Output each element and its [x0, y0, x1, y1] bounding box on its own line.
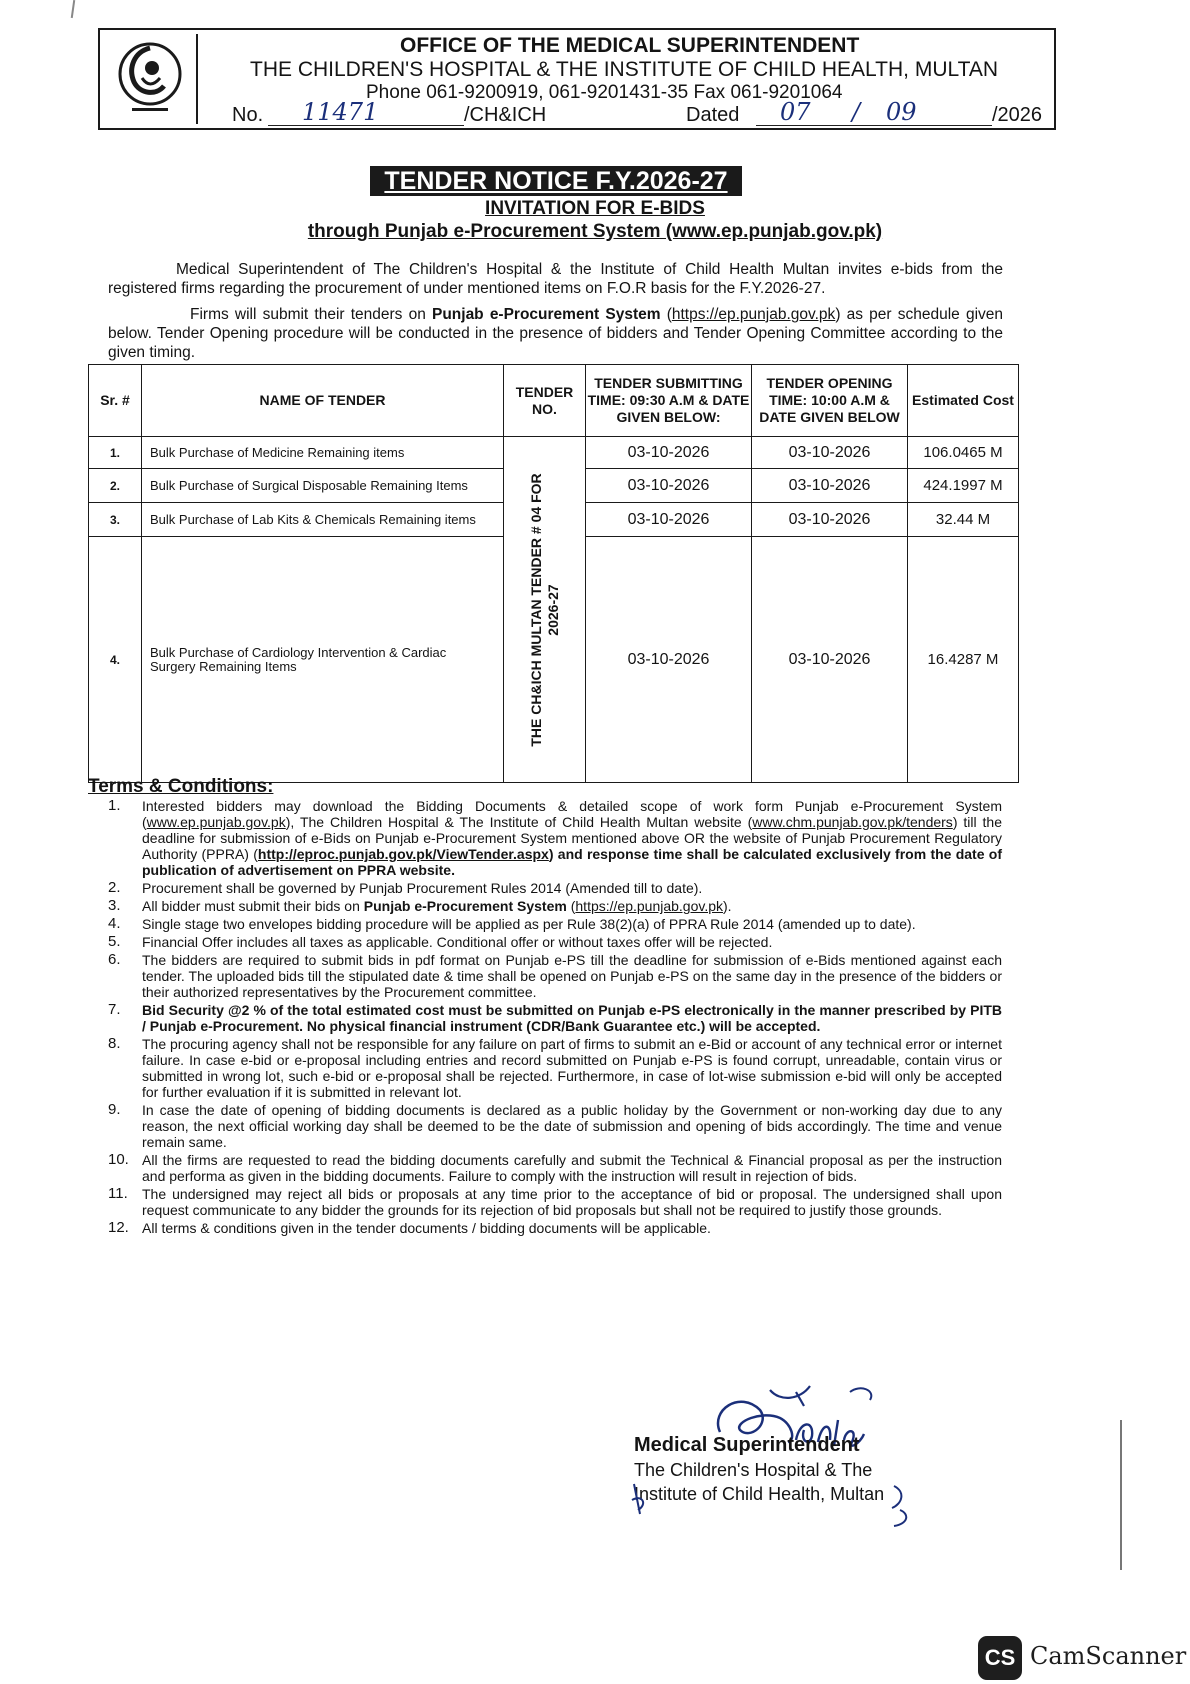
header-submitting-time: TENDER SUBMITTING TIME: 09:30 A.M & DATE GIVEN BELOW: — [586, 365, 752, 437]
term-item — [90, 1036, 1002, 1100]
reference-number: 11471 — [302, 98, 379, 126]
row-name: Bulk Purchase of Medicine Remaining items — [142, 437, 504, 469]
hospital-logo — [104, 34, 198, 124]
term-number: 4. — [108, 915, 121, 932]
header-sr: Sr. # — [89, 365, 142, 437]
header-opening-time: TENDER OPENING TIME: 10:00 A.M & DATE GIVEN BELOW — [752, 365, 908, 437]
letterhead — [98, 28, 1056, 130]
row-sr: 3. — [89, 503, 142, 537]
row-sr: 1. — [89, 437, 142, 469]
initials-scribble — [624, 1474, 924, 1534]
dated-month: 09 — [886, 98, 917, 126]
term1-link-eproc[interactable]: http://eproc.punjab.gov.pk/ViewTender.aspx — [257, 846, 549, 862]
signatory-line-2: Institute of Child Health, Multan — [634, 1484, 885, 1504]
term-number: 7. — [108, 1001, 121, 1018]
header-tender-no: TENDER NO. — [504, 365, 586, 437]
term-item — [90, 1002, 1002, 1034]
term-item — [90, 916, 1002, 932]
row-name: Bulk Purchase of Lab Kits & Chemicals Remaining items — [142, 503, 504, 537]
term-item — [90, 898, 1002, 914]
intro-p2-text-c: ( — [660, 306, 672, 323]
term-number: 11. — [108, 1185, 128, 1202]
term1-text-c: ) till the deadline for submission of e-Bids on Punjab e-Procurement System mentioned above OR the website of Punjab Procurement Regulatory Authority (PPRA) ( — [142, 814, 1002, 862]
term-number: 12. — [108, 1219, 129, 1236]
term-item — [90, 880, 1002, 896]
row-open-date: 03-10-2026 — [752, 469, 908, 503]
intro-p2-text-a: Firms will submit their tenders on — [190, 306, 432, 323]
intro-p2-text-d: ) as per schedule given below. Tender Opening procedure will be conducted in the presence of bidders and Tender Opening Committee according to the given timing. — [108, 306, 1004, 361]
intro-paragraph-2 — [108, 305, 1003, 362]
signatory-title: Medical Superintendent — [634, 1434, 860, 1456]
term-number: 1. — [108, 797, 121, 814]
term3-system-name: Punjab e-Procurement System — [363, 898, 567, 914]
row-sr: 2. — [89, 469, 142, 503]
term-number: 9. — [108, 1101, 121, 1118]
term-number: 5. — [108, 933, 121, 950]
signatory-line-1: The Children's Hospital & The — [634, 1460, 873, 1480]
header-name: NAME OF TENDER — [142, 365, 504, 437]
row-name: Bulk Purchase of Surgical Disposable Remaining Items — [142, 469, 504, 503]
dated-separator: / — [852, 98, 861, 126]
term-text: All terms & conditions given in the tender documents / bidding documents will be applicable. — [142, 1220, 711, 1236]
term-text: In case the date of opening of bidding documents is declared as a public holiday by the Government or non-working day due to any reason, the next official working day shall be deemed to be the date of submission and opening of bids accordingly. The time and venue remain same. — [142, 1102, 1002, 1150]
row-sr: 4. — [89, 537, 142, 783]
term-text: All the firms are requested to read the bidding documents carefully and submit the Technical & Financial proposal as per the instruction and performa as given in the bidding documents. Failure to comply with the instruction will result in rejection of bids. — [142, 1152, 1002, 1184]
term3-text-d: ). — [723, 898, 732, 914]
row-cost: 424.1997 M — [908, 469, 1019, 503]
table-row — [89, 437, 1019, 469]
terms-list — [90, 798, 1002, 1238]
row-submit-date: 03-10-2026 — [586, 503, 752, 537]
phone-fax-line: Phone 061-9200919, 061-9201431-35 Fax 061-9201064 — [366, 82, 843, 103]
scan-edge-mark — [1120, 1420, 1122, 1570]
term1-link-ep[interactable]: www.ep.punjab.gov.pk — [146, 814, 286, 830]
term-number: 3. — [108, 897, 121, 914]
invitation-subtitle: INVITATION FOR E-BIDS — [485, 198, 705, 219]
reference-line — [232, 98, 1052, 130]
row-name: Bulk Purchase of Cardiology Intervention & Cardiac Surgery Remaining Items — [142, 537, 504, 783]
row-open-date: 03-10-2026 — [752, 437, 908, 469]
term-text: Procurement shall be governed by Punjab Procurement Rules 2014 (Amended till to date). — [142, 880, 703, 896]
term1-link-chm[interactable]: www.chm.punjab.gov.pk/tenders — [752, 814, 953, 830]
table-header-row — [89, 365, 1019, 437]
term-item — [90, 934, 1002, 950]
no-label: No. — [232, 104, 264, 126]
intro-p2-system-name: Punjab e-Procurement System — [431, 306, 661, 323]
term-text: Bid Security @2 % of the total estimated cost must be submitted on Punjab e-PS electronically in the manner prescribed by PITB / Punjab e-Procurement. No physical financial instrument (CDR/Bank Guarantee etc.) will be accepted. — [142, 1002, 1002, 1034]
term-number: 10. — [108, 1151, 129, 1168]
term-item — [90, 798, 1002, 878]
row-submit-date: 03-10-2026 — [586, 537, 752, 783]
row-cost: 32.44 M — [908, 503, 1019, 537]
term-item — [90, 1102, 1002, 1150]
camscanner-logo-icon: CS — [978, 1636, 1022, 1680]
term-text — [142, 898, 1002, 914]
header-estimated-cost: Estimated Cost — [908, 365, 1019, 437]
intro-p2-link[interactable]: https://ep.punjab.gov.pk — [671, 306, 836, 323]
row-cost: 16.4287 M — [908, 537, 1019, 783]
office-title: OFFICE OF THE MEDICAL SUPERINTENDENT — [400, 34, 860, 57]
row-submit-date: 03-10-2026 — [586, 437, 752, 469]
term-text: The bidders are required to submit bids in pdf format on Punjab e-PS till the deadline for submission of e-Bids mentioned against each tender. The uploaded bids till the stipulated date & time shall be opened on Punjab e-PS on the same day in the presence of the bidders or their authorized representatives by the Procurement committee. — [142, 952, 1002, 1000]
term-number: 8. — [108, 1035, 121, 1052]
terms-heading: Terms & Conditions: — [88, 776, 274, 797]
term1-text-a: Interested bidders may download the Bidding Documents & detailed scope of work form Punjab e-Procurement System ( — [142, 798, 1002, 830]
term-item — [90, 1186, 1002, 1218]
tender-number-cell — [504, 437, 586, 783]
row-submit-date: 03-10-2026 — [586, 469, 752, 503]
term3-text-c: ( — [566, 898, 576, 914]
row-open-date: 03-10-2026 — [752, 537, 908, 783]
term-text: The procuring agency shall not be responsible for any failure on part of firms to submit an e-Bid or account of any technical error or internet failure. In case e-bid or e-proposal including entries and record submitted on Punjab e-PS is found corrupt, unreadable, contain virus or submitted in wrong lot, such e-bid or e-proposal shall be rejected. Furthermore, in case of lot-wise submission e-bid will only be accepted for further evaluation if it is submitted in relevant lot. — [142, 1036, 1002, 1100]
camscanner-watermark: CamScanner — [1030, 1642, 1187, 1670]
tender-schedule-table — [88, 364, 1019, 783]
scan-corner-mark — [71, 0, 75, 18]
term-item — [90, 952, 1002, 1000]
term-text: Single stage two envelopes bidding procedure will be applied as per Rule 38(2)(a) of PPRA Rule 2014 (amended up to date). — [142, 916, 916, 932]
term-number: 2. — [108, 879, 121, 896]
term-text: The undersigned may reject all bids or proposals at any time prior to the acceptance of bid or proposal. The undersigned shall upon request communicate to any bidder the grounds for its rejection of bid proposals but shall not be required to justify those grounds. — [142, 1186, 1002, 1218]
term-number: 6. — [108, 951, 121, 968]
term-text — [142, 798, 1002, 878]
hospital-emblem-icon — [112, 38, 188, 118]
dated-year: /2026 — [992, 104, 1043, 126]
term3-link[interactable]: https://ep.punjab.gov.pk — [575, 898, 724, 914]
tender-number-vertical: THE CH&ICH MULTAN TENDER # 04 FOR 2026-27 — [527, 472, 561, 747]
row-open-date: 03-10-2026 — [752, 503, 908, 537]
tender-notice-title: TENDER NOTICE F.Y.2026-27 — [370, 166, 742, 196]
dated-day: 07 — [780, 98, 811, 126]
row-cost: 106.0465 M — [908, 437, 1019, 469]
hospital-name: THE CHILDREN'S HOSPITAL & THE INSTITUTE OF CHILD HEALTH, MULTAN — [250, 58, 999, 81]
term-item — [90, 1220, 1002, 1236]
term1-text-d: ) and response time shall be calculated exclusively from the date of publication of advertisement on PPRA website. — [142, 846, 1002, 878]
term3-text-a: All bidder must submit their bids on — [142, 898, 364, 914]
term1-text-b: ), The Children Hospital & The Institute of Child Health Multan website ( — [285, 814, 753, 830]
term-text: Financial Offer includes all taxes as applicable. Conditional offer or without taxes offer will be rejected. — [142, 934, 773, 950]
term-item — [90, 1152, 1002, 1184]
dated-label: Dated — [686, 104, 740, 126]
eprocurement-subtitle: through Punjab e-Procurement System (www.ep.punjab.gov.pk) — [307, 221, 883, 242]
no-suffix: /CH&ICH — [464, 104, 547, 126]
intro-paragraph-1: Medical Superintendent of The Children's Hospital & the Institute of Child Health Multan invites e-bids from the registered firms regarding the procurement of under mentioned items on F.O.R basis for the F.Y.2026-27. — [108, 261, 1003, 297]
